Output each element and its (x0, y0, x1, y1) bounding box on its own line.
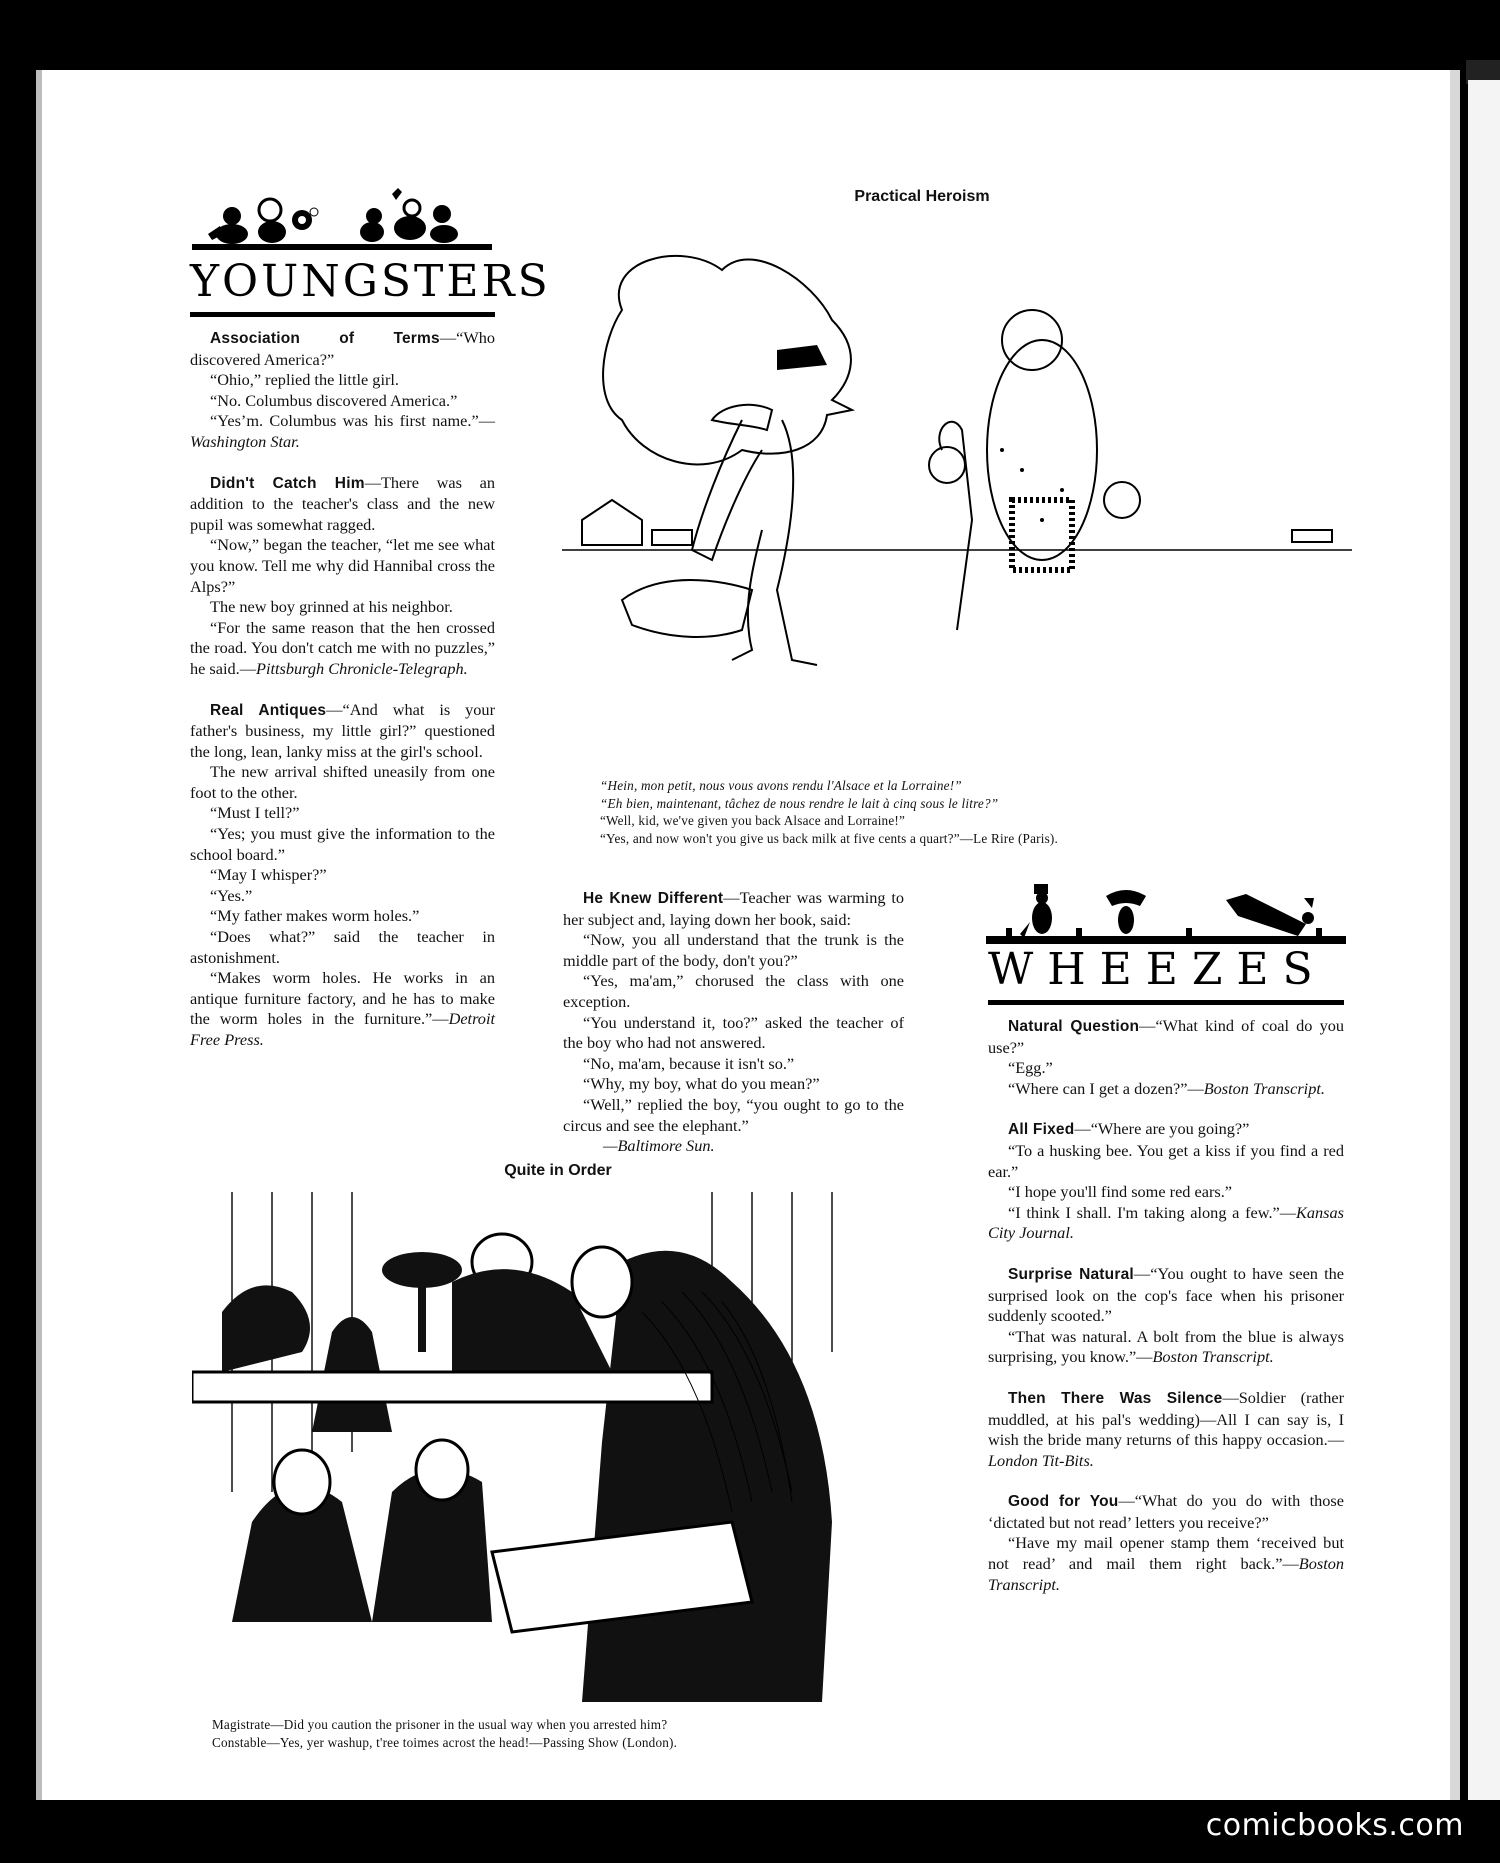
joke-source: Boston Transcript. (1203, 1078, 1325, 1098)
joke-title: Association of Terms (210, 330, 440, 347)
joke-source: Kansas City Journal. (988, 1202, 1344, 1243)
joke-title: Surprise Natural (1008, 1265, 1134, 1283)
joke-source: Detroit Free Press. (190, 1009, 495, 1049)
joke-source: Boston Transcript. (1152, 1347, 1274, 1367)
joke-title: Real Antiques (210, 701, 327, 719)
page-right-shadow (1450, 70, 1460, 1800)
joke-all-fixed: All Fixed—“Where are you going?” “To a husking bee. You get a kiss if you find a red ear.” “I hope you'll find some red ears.” “I think I shall. I'm taking along a few.”—Kansas City Journal. (988, 1119, 1344, 1243)
heroism-caption-french: “Hein, mon petit, nous vous avons rendu l'Alsace et la Lorraine!” “Eh bien, maintenant, tâchez de nous rendre le lait à cinq sous le litre?” (600, 778, 999, 811)
facing-page-edge (1468, 80, 1500, 1800)
joke-title: All Fixed (1008, 1121, 1075, 1139)
joke-good-for-you: Good for You—“What do you do with those ‘dictated but not read’ letters you receive?” “Have my mail opener stamp them ‘received but not read’ and mail them right back.”—Boston Transcript. (988, 1491, 1344, 1594)
joke-source: London Tit-Bits. (988, 1450, 1094, 1470)
joke-then-there-was-silence: Then There Was Silence—Soldier (rather muddled, at his pal's wedding)—All I can say is, I wish the bride many returns of this happy occasion.—London Tit-Bits. (988, 1387, 1344, 1470)
wheezes-column (988, 1016, 1344, 1615)
joke-title: He Knew Different (583, 890, 724, 907)
joke-surprise-natural: Surprise Natural—“You ought to have seen the surprised look on the cop's face when his prisoner suddenly scooted.” “That was natural. A bolt from the blue is always surprising, you know.”—Boston Transcript. (988, 1263, 1344, 1367)
site-watermark: comicbooks.com (1205, 1808, 1464, 1843)
joke-real-antiques: Real Antiques—“And what is your father's business, my little girl?” questioned the long, lean, lanky miss at the girl's school. The new arrival shifted uneasily from one foot to the other. “Must I tell?” “Yes; you must give the information to the school board.” “May I whisper?” “Yes.” “My father makes worm holes.” “Does what?” said the teacher in astonishment. “Makes worm holes. He works in an antique furniture factory, and he has to make the worm holes in the furniture.”—Detroit Free Press. (190, 699, 495, 1049)
joke-title: Then There Was Silence (1008, 1389, 1223, 1407)
youngsters-column (190, 328, 495, 1071)
wheezes-heading: WHEEZES (988, 944, 1327, 995)
joke-source: Washington Star. (190, 431, 300, 451)
joke-didnt-catch-him: Didn't Catch Him—There was an addition to the teacher's class and the new pupil was somewhat ragged. “Now,” began the teacher, “let me see what you know. Tell me why did Hannibal cross the Alps?” The new boy grinned at his neighbor. “For the same reason that the hen crossed the road. You don't catch me with no puzzles,” he said.—Pittsburgh Chronicle-Telegraph. (190, 472, 495, 678)
joke-source: —Baltimore Sun. (603, 1136, 715, 1156)
practical-heroism-illustration (562, 220, 1352, 740)
joke-source: Pittsburgh Chronicle-Telegraph. (256, 658, 468, 678)
youngsters-heading: YOUNGSTERS (190, 256, 551, 307)
heroism-caption-english: “Well, kid, we've given you back Alsace and Lorraine!” “Yes, and now won't you give us back milk at five cents a quart?”—Le Rire (Paris). (600, 813, 1059, 846)
magazine-page (42, 70, 1450, 1800)
joke-title: Natural Question (1008, 1018, 1140, 1035)
joke-association-of-terms: Association of Terms—“Who discovered America?” “Ohio,” replied the little girl. “No. Columbus discovered America.” “Yes’m. Columbus was his first name.”—Washington Star. (190, 328, 495, 451)
cartoon-title-quite-in-order: Quite in Order (504, 1162, 612, 1179)
cartoon-title-practical-heroism: Practical Heroism (854, 188, 990, 205)
joke-he-knew-different: He Knew Different—Teacher was warming to her subject and, laying down her book, said: “Now, you all understand that the trunk is the middle part of the body, don't you?” “Yes, ma'am,” chorused the class with one exception. “You understand it, too?” asked the teacher of the boy who had not answered. “No, ma'am, because it isn't so.” “Why, my boy, what do you mean?” “Well,” replied the boy, “you ought to go to the circus and see the elephant.” —Baltimore Sun. (563, 888, 904, 1156)
middle-column (563, 888, 904, 1177)
joke-natural-question: Natural Question—“What kind of coal do you use?” “Egg.” “Where can I get a dozen?”—Boston Transcript. (988, 1016, 1344, 1098)
joke-title: Didn't Catch Him (210, 474, 365, 492)
wheezes-banner-illustration (986, 878, 1346, 948)
youngsters-banner-illustration (192, 182, 492, 252)
order-caption: Magistrate—Did you caution the prisoner in the usual way when you arrested him? Constable—Yes, yer washup, t'ree toimes acrost the head!—Passing Show (London). (212, 1717, 678, 1750)
youngsters-rule (190, 312, 495, 317)
joke-source: Boston Transcript. (988, 1554, 1344, 1594)
quite-in-order-illustration (192, 1192, 922, 1712)
joke-title: Good for You (1008, 1493, 1119, 1511)
wheezes-rule (988, 1000, 1344, 1005)
